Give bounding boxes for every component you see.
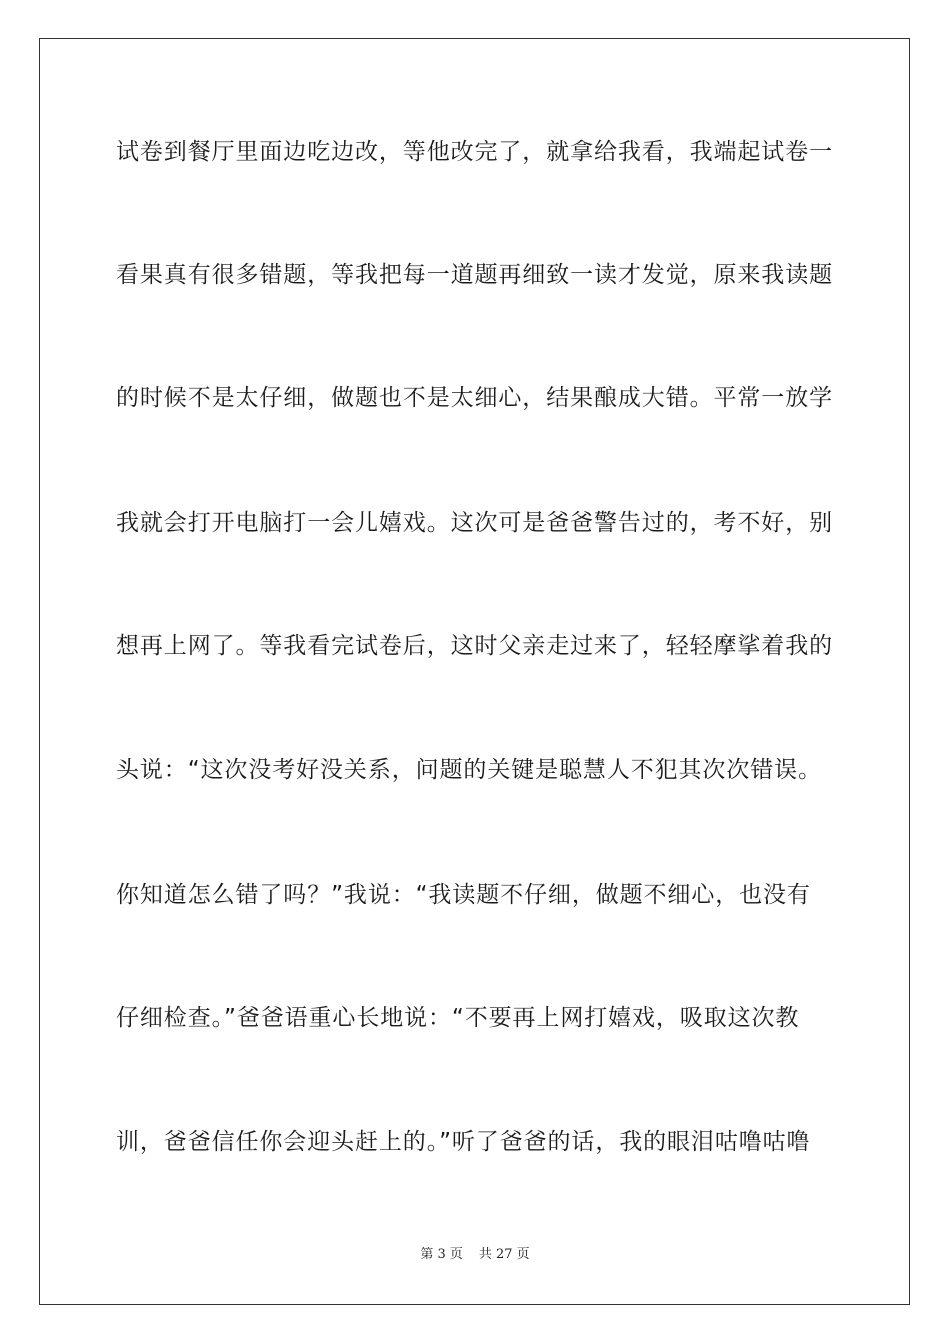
- text-line-9: 训，爸爸信任你会迎头赶上的。”听了爸爸的话，我的眼泪咕噜咕噜: [116, 1129, 811, 1155]
- text-line-3: 的时候不是太仔细，做题也不是太细心，结果酿成大错。平常一放学: [116, 385, 833, 411]
- text-line-1: 试卷到餐厅里面边吃边改，等他改完了，就拿给我看，我端起试卷一: [116, 139, 833, 165]
- text-line-2: 看果真有很多错题，等我把每一道题再细致一读才发觉，原来我读题: [116, 262, 833, 288]
- text-line-4: 我就会打开电脑打一会儿嬉戏。这次可是爸爸警告过的，考不好，别: [116, 510, 833, 536]
- page-total: 共 27 页: [478, 1247, 530, 1262]
- text-line-8: 仔细检查。”爸爸语重心长地说：“不要再上网打嬉戏，吸取这次教: [116, 1005, 800, 1031]
- text-line-7: 你知道怎么错了吗？”我说：“我读题不仔细，做题不细心，也没有: [116, 882, 811, 908]
- page-number: 第 3 页: [420, 1247, 463, 1262]
- text-line-5: 想再上网了。等我看完试卷后，这时父亲走过来了，轻轻摩挲着我的: [116, 633, 833, 659]
- text-line-6: 头说：“这次没考好没关系，问题的关键是聪慧人不犯其次次错误。: [116, 757, 822, 783]
- page-footer: [0, 1247, 950, 1263]
- page-border: [39, 38, 910, 1305]
